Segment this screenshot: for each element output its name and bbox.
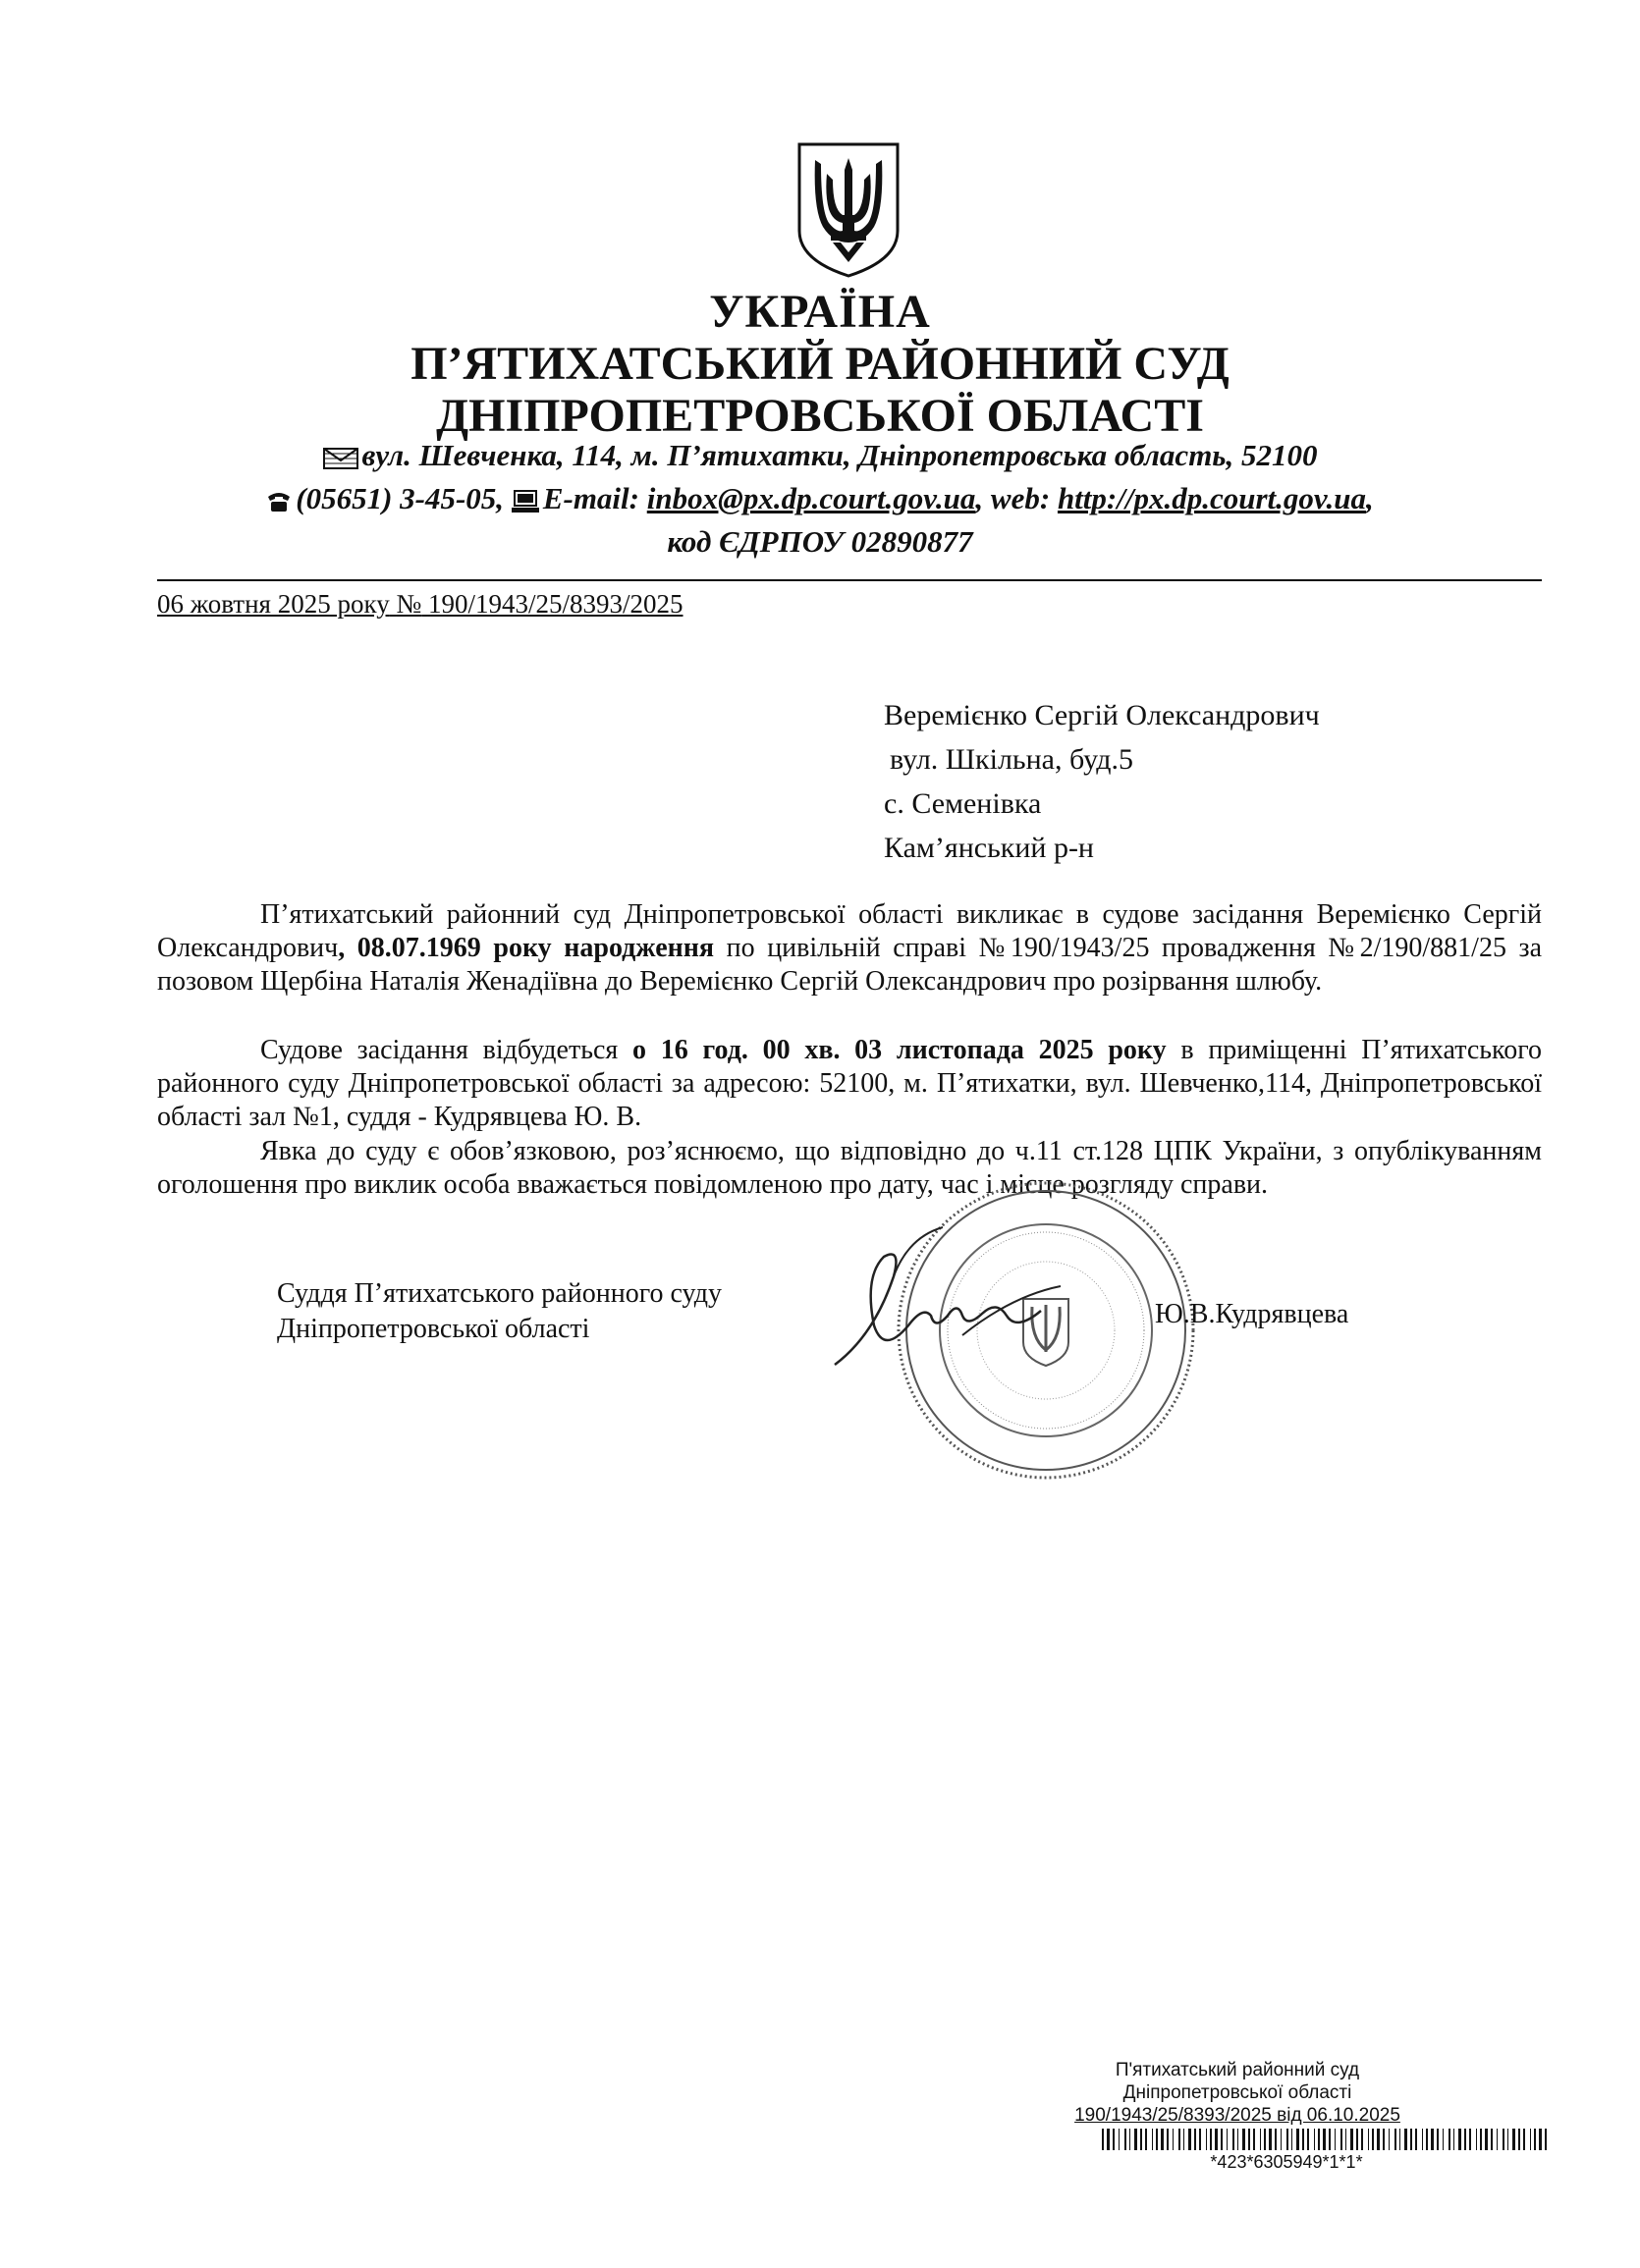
barcode-bar [1275,2129,1277,2150]
judge-signature [815,1217,1080,1394]
barcode-bar [1124,2129,1126,2150]
barcode-bar [1140,2129,1142,2150]
barcode-bar [1215,2129,1218,2150]
web-label: , web: [975,481,1051,515]
barcode [1102,2129,1554,2150]
barcode-bar [1480,2129,1482,2150]
barcode-bar [1188,2129,1191,2150]
barcode-bar [1318,2129,1320,2150]
barcode-bar [1296,2129,1299,2150]
barcode-bar [1394,2129,1396,2150]
barcode-bar [1523,2129,1525,2150]
phone-text: (05651) 3-45-05, [296,481,505,515]
barcode-bar [1539,2129,1542,2150]
country-heading: УКРАЇНА [709,286,931,338]
outgoing-date: 06 жовтня 2025 року [157,589,390,619]
barcode-bar [1497,2129,1498,2150]
barcode-bar [1227,2129,1228,2150]
barcode-bar [1383,2129,1385,2150]
email-link[interactable]: inbox@px.dp.court.gov.ua [646,481,976,515]
address-text: вул. Шевченка, 114, м. П’ятихатки, Дніпропетровська область, 52100 [361,438,1318,472]
barcode-bar [1221,2129,1223,2150]
envelope-icon [323,448,358,469]
barcode-bar [1156,2129,1158,2150]
barcode-bar [1512,2129,1515,2150]
judge-title-line1: Суддя П’ятихатського районного суду [277,1278,723,1309]
edrpou-code: код ЄДРПОУ 02890877 [667,524,973,559]
barcode-bar [1443,2129,1444,2150]
barcode-bar [1173,2129,1174,2150]
barcode-bar [1134,2129,1137,2150]
footer-court-line2: Дніпропетровської області [1122,2082,1352,2103]
barcode-bar [1518,2129,1520,2150]
barcode-bar [1469,2129,1471,2150]
barcode-bar [1314,2129,1315,2150]
barcode-bar [1530,2129,1531,2150]
barcode-bar [1113,2129,1115,2150]
judge-name: Ю.В.Кудрявцева [1155,1299,1349,1329]
barcode-bar [1107,2129,1110,2150]
barcode-bar [1281,2129,1282,2150]
barcode-bar [1242,2129,1245,2150]
court-name-line1: П’ЯТИХАТСЬКИЙ РАЙОННИЙ СУД [410,338,1230,390]
barcode-bar [1152,2129,1153,2150]
barcode-bar [1340,2129,1342,2150]
barcode-bar [1534,2129,1536,2150]
computer-icon [512,490,539,513]
barcode-bar [1491,2129,1493,2150]
barcode-bar [1323,2129,1326,2150]
barcode-bar [1356,2129,1358,2150]
barcode-bar [1264,2129,1266,2150]
attendance-paragraph: Явка до суду є обов’язковою, роз’яснюємо, що відповідно до ч.11 ст.128 ЦПК України, з опублікуванням оголошення про виклик особа вважається повідомленою про дату, час і місце розгляду справи. [157,1136,1542,1200]
barcode-bar [1248,2129,1250,2150]
court-address [0,438,1640,473]
barcode-bar [1422,2129,1423,2150]
recipient-name: Веремієнко Сергій Олександрович [884,699,1320,731]
barcode-bar [1431,2129,1434,2150]
barcode-bar [1183,2129,1184,2150]
barcode-bar [1145,2129,1147,2150]
barcode-bar [1232,2129,1234,2150]
barcode-bar [1485,2129,1488,2150]
coat-of-arms-emblem [793,140,903,280]
barcode-bar [1464,2129,1466,2150]
recipient-village: с. Семенівка [884,787,1042,820]
footer-court-line1: П'ятихатський районний суд [1115,2060,1360,2080]
barcode-bar [1329,2129,1331,2150]
barcode-bar [1361,2129,1363,2150]
barcode-bar [1291,2129,1292,2150]
barcode-bar [1545,2129,1547,2150]
barcode-bar [1507,2129,1508,2150]
barcode-bar [1453,2129,1454,2150]
barcode-bar [1404,2129,1407,2150]
barcode-text: *423*6305949*1*1* [1210,2152,1363,2172]
barcode-bar [1399,2129,1400,2150]
barcode-bar [1210,2129,1212,2150]
barcode-bar [1410,2129,1412,2150]
barcode-bar [1372,2129,1374,2150]
barcode-bar [1458,2129,1461,2150]
barcode-bar [1335,2129,1336,2150]
barcode-bar [1415,2129,1417,2150]
barcode-bar [1237,2129,1238,2150]
barcode-bar [1253,2129,1255,2150]
barcode-bar [1302,2129,1304,2150]
email-label: E-mail: [542,481,639,515]
judge-title-line2: Дніпропетровської області [277,1314,590,1344]
web-link[interactable]: http://px.dp.court.gov.ua [1057,481,1366,515]
barcode-bar [1476,2129,1477,2150]
barcode-bar [1260,2129,1261,2150]
court-name-line2: ДНІПРОПЕТРОВСЬКОЇ ОБЛАСТІ [436,390,1204,442]
recipient-district: Кам’янський р-н [884,832,1094,864]
barcode-bar [1129,2129,1130,2150]
barcode-bar [1199,2129,1201,2150]
header-divider [157,579,1542,581]
barcode-bar [1269,2129,1272,2150]
barcode-bar [1286,2129,1288,2150]
outgoing-reg-number: 190/1943/25/8393/2025 [427,589,683,619]
barcode-bar [1119,2129,1120,2150]
barcode-bar [1389,2129,1390,2150]
barcode-bar [1426,2129,1428,2150]
barcode-bar [1503,2129,1504,2150]
outgoing-number [157,589,683,620]
barcode-bar [1194,2129,1196,2150]
barcode-bar [1345,2129,1346,2150]
phone-icon [266,491,292,513]
hearing-paragraph: Судове засідання відбудеться о 16 год. 00 хв. 03 листопада 2025 року в приміщенні П’ятихатського районного суду Дніпропетровської області за адресою: 52100, м. П’ятихатки, вул. Шевченко,114, Дніпропетровської області зал №1, суддя - Кудрявцева Ю. В. [157,1035,1542,1132]
barcode-bar [1350,2129,1353,2150]
recipient-street: вул. Шкільна, буд.5 [890,743,1133,776]
barcode-bar [1167,2129,1169,2150]
barcode-bar [1377,2129,1380,2150]
footer-reg-line: 190/1943/25/8393/2025 від 06.10.2025 [1074,2105,1400,2126]
barcode-bar [1368,2129,1369,2150]
number-sign: № [396,589,422,619]
barcode-bar [1307,2129,1309,2150]
summons-paragraph: П’ятихатський районний суд Дніпропетровської області викликає в судове засідання Веремієнко Сергій Олександрович, 08.07.1969 року народження по цивільній справі №190/1943/25 провадження №2/190/881/25 за позовом Щербіна Наталія Женадіївна до Веремієнко Сергій Олександрович про розірвання шлюбу. [157,899,1543,997]
court-contacts [0,481,1640,516]
barcode-bar [1178,2129,1180,2150]
barcode-bar [1161,2129,1164,2150]
birth-date-bold: , 08.07.1969 року народження [338,933,715,963]
barcode-bar [1449,2129,1450,2150]
hearing-datetime-bold: о 16 год. 00 хв. 03 листопада 2025 року [632,1035,1167,1065]
barcode-bar [1102,2129,1104,2150]
web-tail: , [1365,481,1374,515]
barcode-bar [1437,2129,1439,2150]
barcode-bar [1206,2129,1207,2150]
